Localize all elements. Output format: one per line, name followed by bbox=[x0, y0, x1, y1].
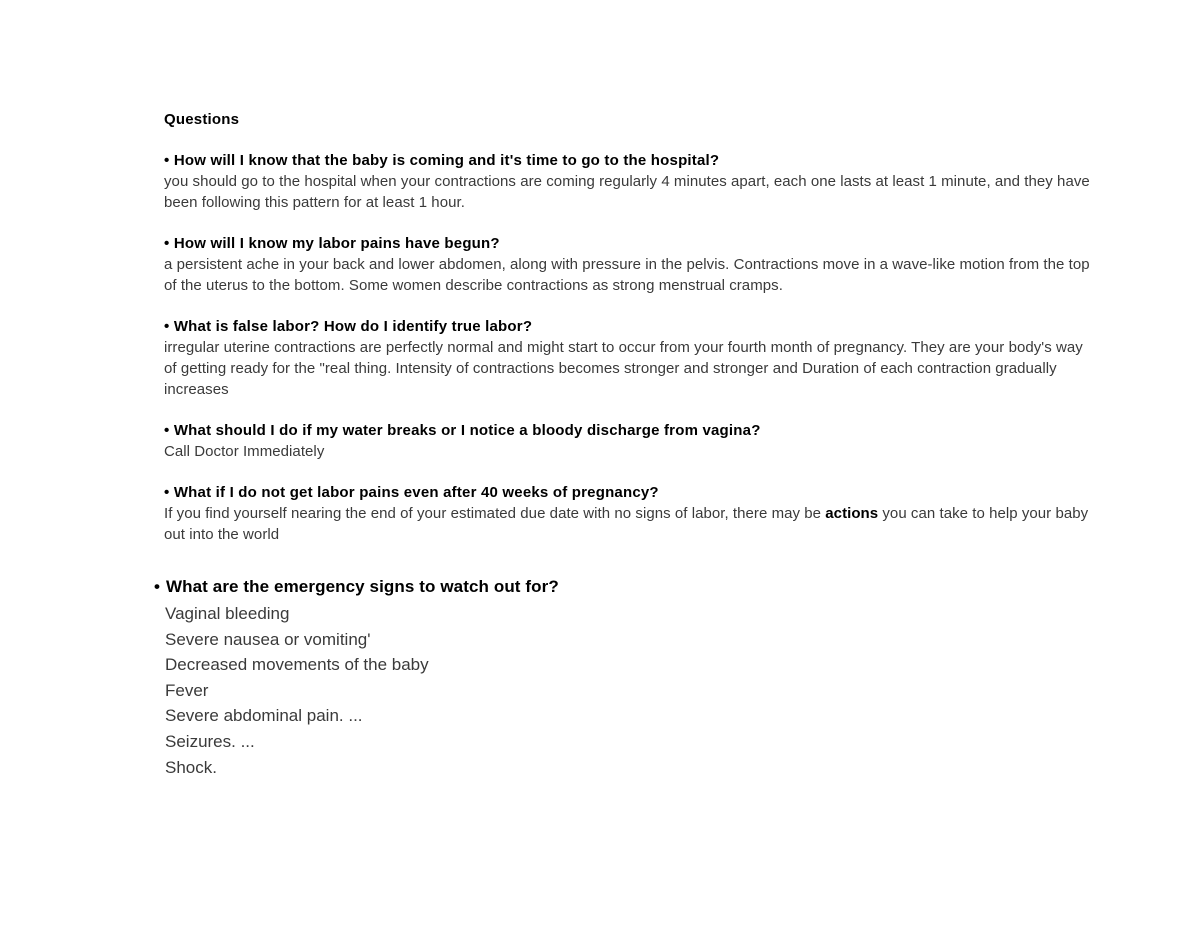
answer-text bbox=[164, 503, 1094, 545]
emergency-signs-list bbox=[154, 601, 1054, 780]
document-heading: Questions bbox=[164, 111, 240, 128]
question-text: • What is false labor? How do I identify true labor? bbox=[164, 318, 533, 335]
answer-text-start: If you find yourself nearing the end of your estimated due date with no signs of labor, there may be bbox=[164, 505, 826, 522]
qa-item bbox=[164, 316, 1094, 400]
question-text: • How will I know my labor pains have begun? bbox=[164, 235, 500, 252]
emergency-sign-item: Seizures. ... bbox=[165, 731, 255, 751]
answer-text-end: you can take to help your baby out into the world bbox=[164, 505, 1089, 543]
emergency-sign-item: Vaginal bleeding bbox=[165, 604, 290, 623]
emergency-sign-item: Fever bbox=[165, 680, 209, 700]
emergency-sign-item: Decreased movements of the baby bbox=[165, 655, 429, 675]
answer-text: a persistent ache in your back and lower abdomen, along with pressure in the pelvis. Contractions move in a wave-like motion from the top of the uterus to the bottom. Some women describe contractions as strong menstrual cramps. bbox=[164, 256, 1090, 294]
qa-item bbox=[164, 482, 1094, 545]
answer-text-bold: actions bbox=[825, 505, 879, 522]
question-text: • How will I know that the baby is coming and it's time to go to the hospital? bbox=[164, 152, 720, 169]
emergency-section bbox=[154, 575, 1054, 780]
bullet-icon: • bbox=[154, 577, 161, 596]
emergency-sign-item: Severe abdominal pain. ... bbox=[165, 706, 363, 726]
emergency-question-text: What are the emergency signs to watch out for? bbox=[166, 577, 559, 596]
qa-item bbox=[164, 420, 1094, 462]
emergency-sign-item: Shock. bbox=[165, 757, 217, 777]
question-text: • What if I do not get labor pains even after 40 weeks of pregnancy? bbox=[164, 484, 659, 501]
answer-text: Call Doctor Immediately bbox=[164, 443, 325, 460]
qa-item bbox=[164, 150, 1094, 213]
answer-text: you should go to the hospital when your contractions are coming regularly 4 minutes apart, each one lasts at least 1 minute, and they have been following this pattern for at least 1 hour. bbox=[164, 173, 1090, 211]
answer-text: irregular uterine contractions are perfectly normal and might start to occur from your fourth month of pregnancy. They are your body's way of getting ready for the "real thing. Intensity of contractions becomes stronger and stronger and Duration of each contraction gradually increases bbox=[164, 339, 1083, 398]
emergency-question bbox=[154, 575, 1054, 599]
qa-item bbox=[164, 233, 1094, 296]
question-text: • What should I do if my water breaks or I notice a bloody discharge from vagina? bbox=[164, 422, 761, 439]
emergency-sign-item: Severe nausea or vomiting' bbox=[165, 629, 371, 649]
